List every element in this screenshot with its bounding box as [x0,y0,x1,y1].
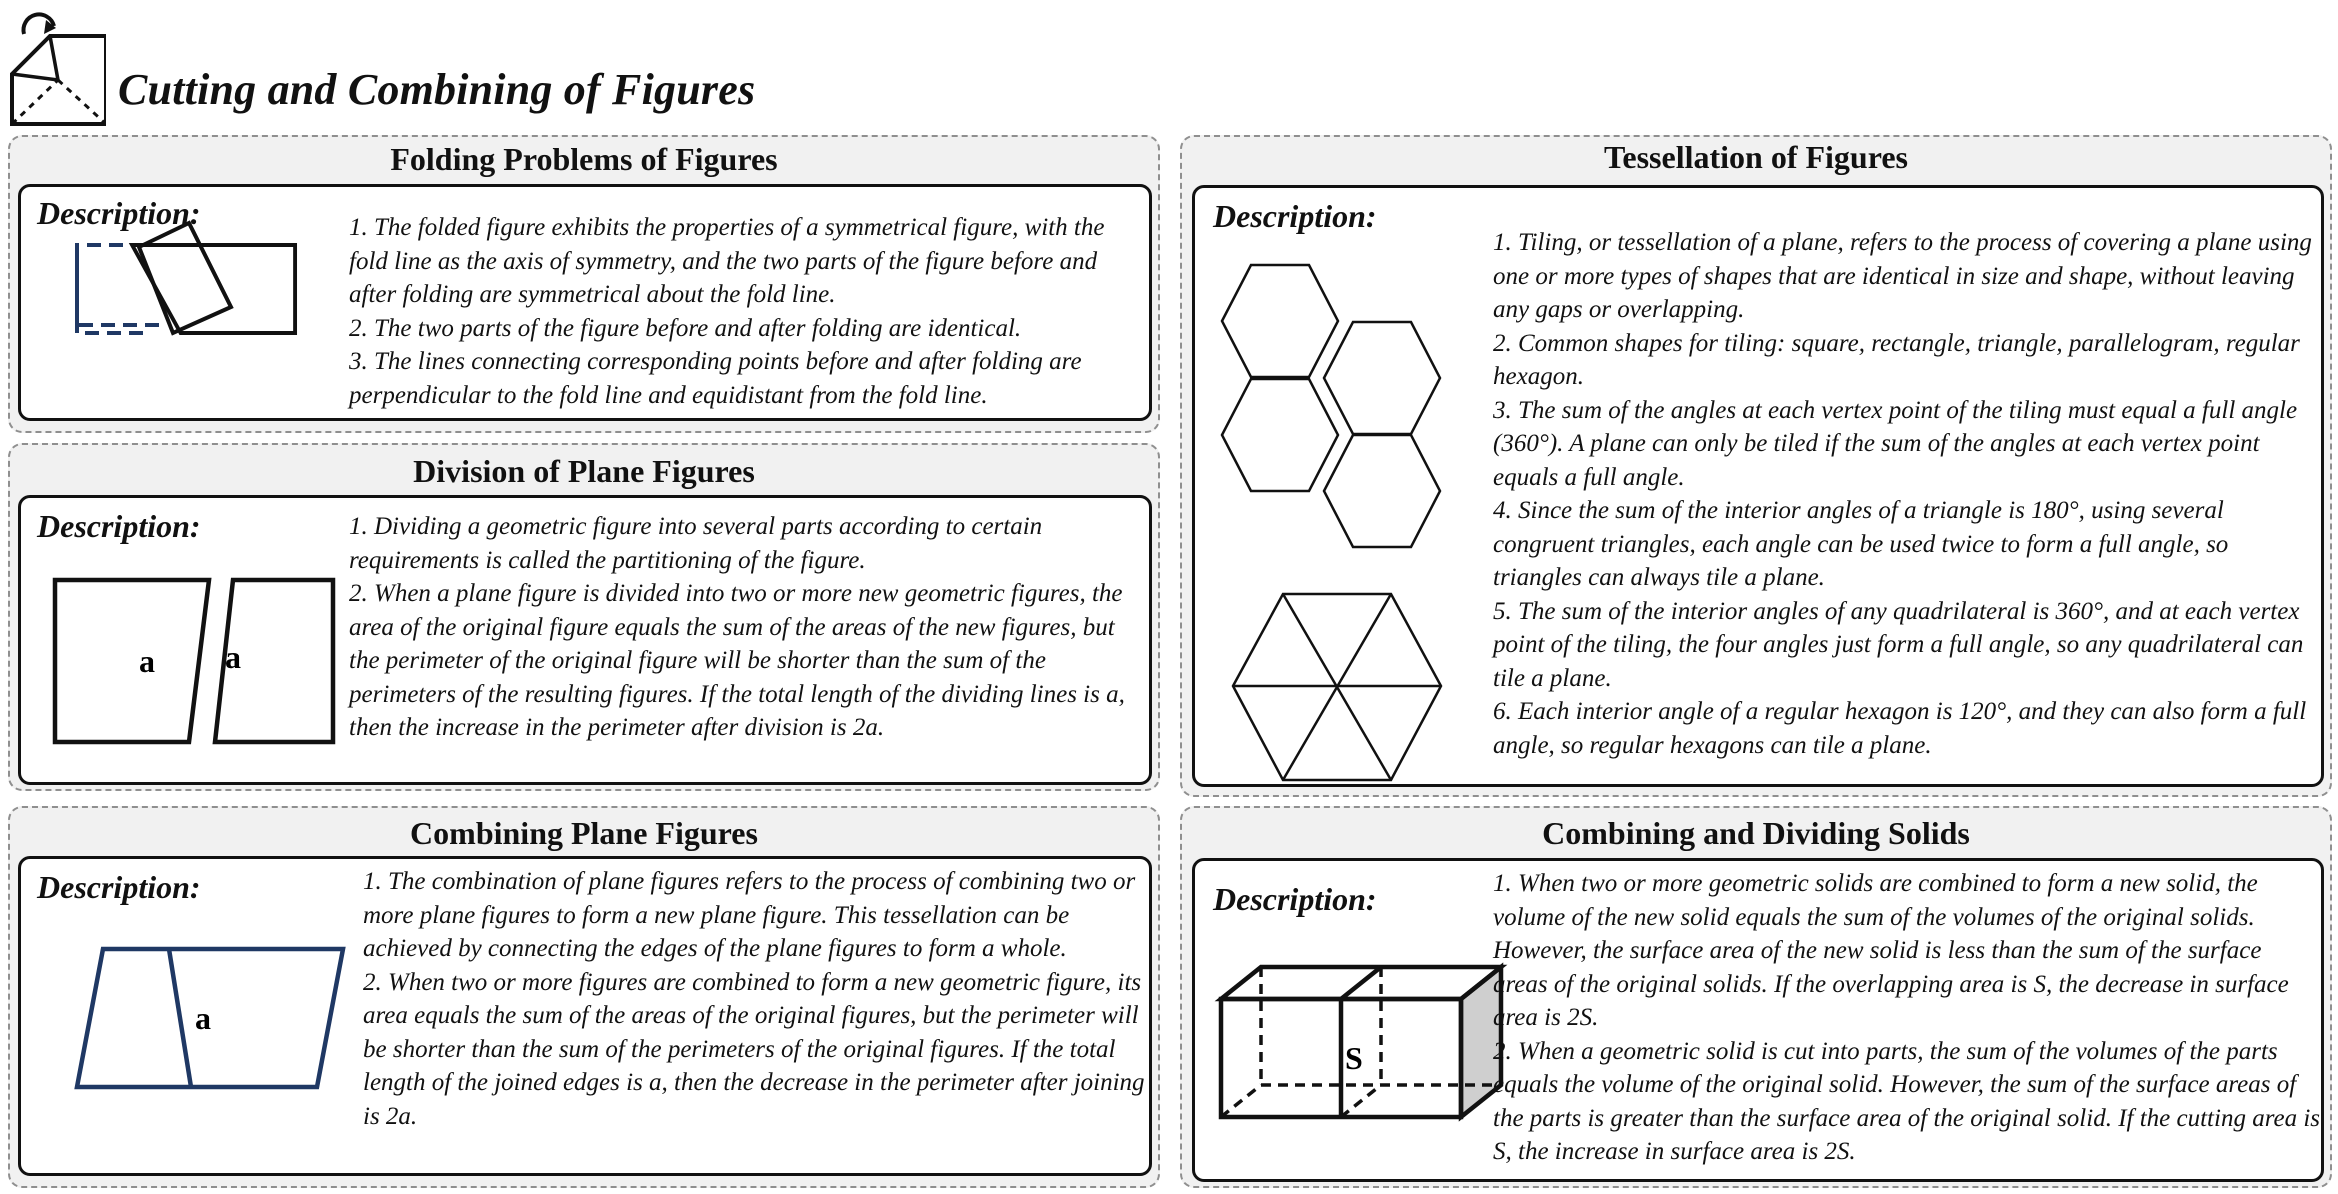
paper-fold-icon [6,4,106,128]
inner-box-combining-plane [18,856,1152,1176]
triangle-tiling-figure [1229,590,1459,790]
solids-point-2: 2. When a geometric solid is cut into parts, the sum of the volumes of the parts equals the volume of the original solid. However, the sum of the surface areas of the parts is greater than the surface area of the original solid. If the cutting area is S, the increase in surface area is 2S. [1493,1037,2321,1165]
tessellation-text [1493,226,2321,762]
inner-box-tessellation [1192,185,2324,787]
solids-figure [1207,959,1507,1129]
folding-point-2: 2. The two parts of the figure before and after folding are identical. [349,314,1022,342]
tessellation-point-4: 4. Since the sum of the interior angles of a triangle is 180°, using several congruent triangles, each angle can be used twice to form a full angle, so triangles can always tile a plane. [1493,497,2229,591]
inner-box-solids [1192,858,2324,1182]
folding-text [349,211,1149,412]
combining-plane-point-2: 2. When two or more figures are combined to form a new geometric figure, its area equals the sum of the areas of the original figures, but the perimeter will be shorter than the sum of the perimeters of the original figures. If the total length of the joined edges is a, then the decrease in the perimeter after joining is 2a. [363,968,1145,1130]
panel-solids [1180,806,2332,1188]
hexagon-tiling-figure [1217,258,1467,568]
division-figure [49,574,349,754]
folding-point-1: 1. The folded figure exhibits the properties of a symmetrical figure, with the fold line as the axis of symmetry, and the two parts of the figure before and after folding are symmetrical about the fold line. [349,214,1105,308]
tessellation-point-6: 6. Each interior angle of a regular hexagon is 120°, and they can also form a full angle, so regular hexagons can tile a plane. [1493,698,2307,759]
combining-plane-figure [67,943,357,1093]
page-title: Cutting and Combining of Figures [118,65,756,114]
tessellation-point-1: 1. Tiling, or tessellation of a plane, refers to the process of covering a plane using one or more types of shapes that are identical in size and shape, without leaving any gaps or overlapping. [1493,229,2312,323]
division-point-2: 2. When a plane figure is divided into two or more new geometric figures, the area of the original figure equals the sum of the areas of the new figures, but the perimeter of the original figure will be shorter than the sum of the perimeters of the resulting figures. If the total length of the dividing lines is a, then the increase in the perimeter after division is 2a. [349,580,1125,741]
division-label-a-left: a [139,643,155,679]
panel-title-tessellation: Tessellation of Figures [1603,139,1908,175]
description-label: Description: [37,869,201,905]
panel-division [8,443,1160,791]
solids-label-s: S [1345,1040,1363,1076]
description-label: Description: [37,195,201,231]
description-label: Description: [37,508,201,544]
division-text [349,510,1149,745]
tessellation-point-3: 3. The sum of the angles at each vertex point of the tiling must equal a full angle (360°). A plane can only be tiled if the sum of the angles at each vertex point equals a full angle. [1493,396,2298,491]
panel-tessellation [1180,135,2332,797]
solids-point-1: 1. When two or more geometric solids are combined to form a new solid, the volume of the new solid equals the sum of the volumes of the original solids. However, the surface area of the new solid is less than the sum of the surface areas of the original solids. If the overlapping area is S, the decrease in surface area is 2S. [1493,870,2289,1031]
description-label: Description: [1213,881,1377,917]
folding-figure [49,235,309,405]
solids-text [1493,867,2321,1169]
tessellation-point-5: 5. The sum of the interior angles of any quadrilateral is 360°, and at each vertex point of the tiling, the four angles just form a full angle, so any quadrilateral can tile a plane. [1493,597,2304,692]
division-label-a-right: a [225,639,241,675]
panel-title-folding: Folding Problems of Figures [390,141,778,177]
panel-combining-plane [8,806,1160,1188]
tessellation-point-2: 2. Common shapes for tiling: square, rectangle, triangle, parallelogram, regular hexagon. [1493,329,2300,390]
page-header [0,0,900,130]
folding-point-3: 3. The lines connecting corresponding points before and after folding are perpendicular to the fold line and equidistant from the fold line. [349,348,1082,409]
panel-title-solids: Combining and Dividing Solids [1542,815,1970,851]
panel-folding [8,135,1160,433]
division-point-1: 1. Dividing a geometric figure into several parts according to certain requirements is called the partitioning of the figure. [349,513,1043,574]
combining-plane-text [363,865,1153,1133]
panel-title-combining-plane: Combining Plane Figures [410,815,758,851]
inner-box-folding [18,184,1152,421]
description-label: Description: [1213,198,1377,234]
combining-plane-label-a: a [195,1000,211,1036]
panel-title-division: Division of Plane Figures [413,453,755,489]
combining-plane-point-1: 1. The combination of plane figures refers to the process of combining two or more plane figures to form a new plane figure. This tessellation can be achieved by connecting the edges of the plane figures to form a whole. [363,868,1136,962]
inner-box-division [18,495,1152,785]
